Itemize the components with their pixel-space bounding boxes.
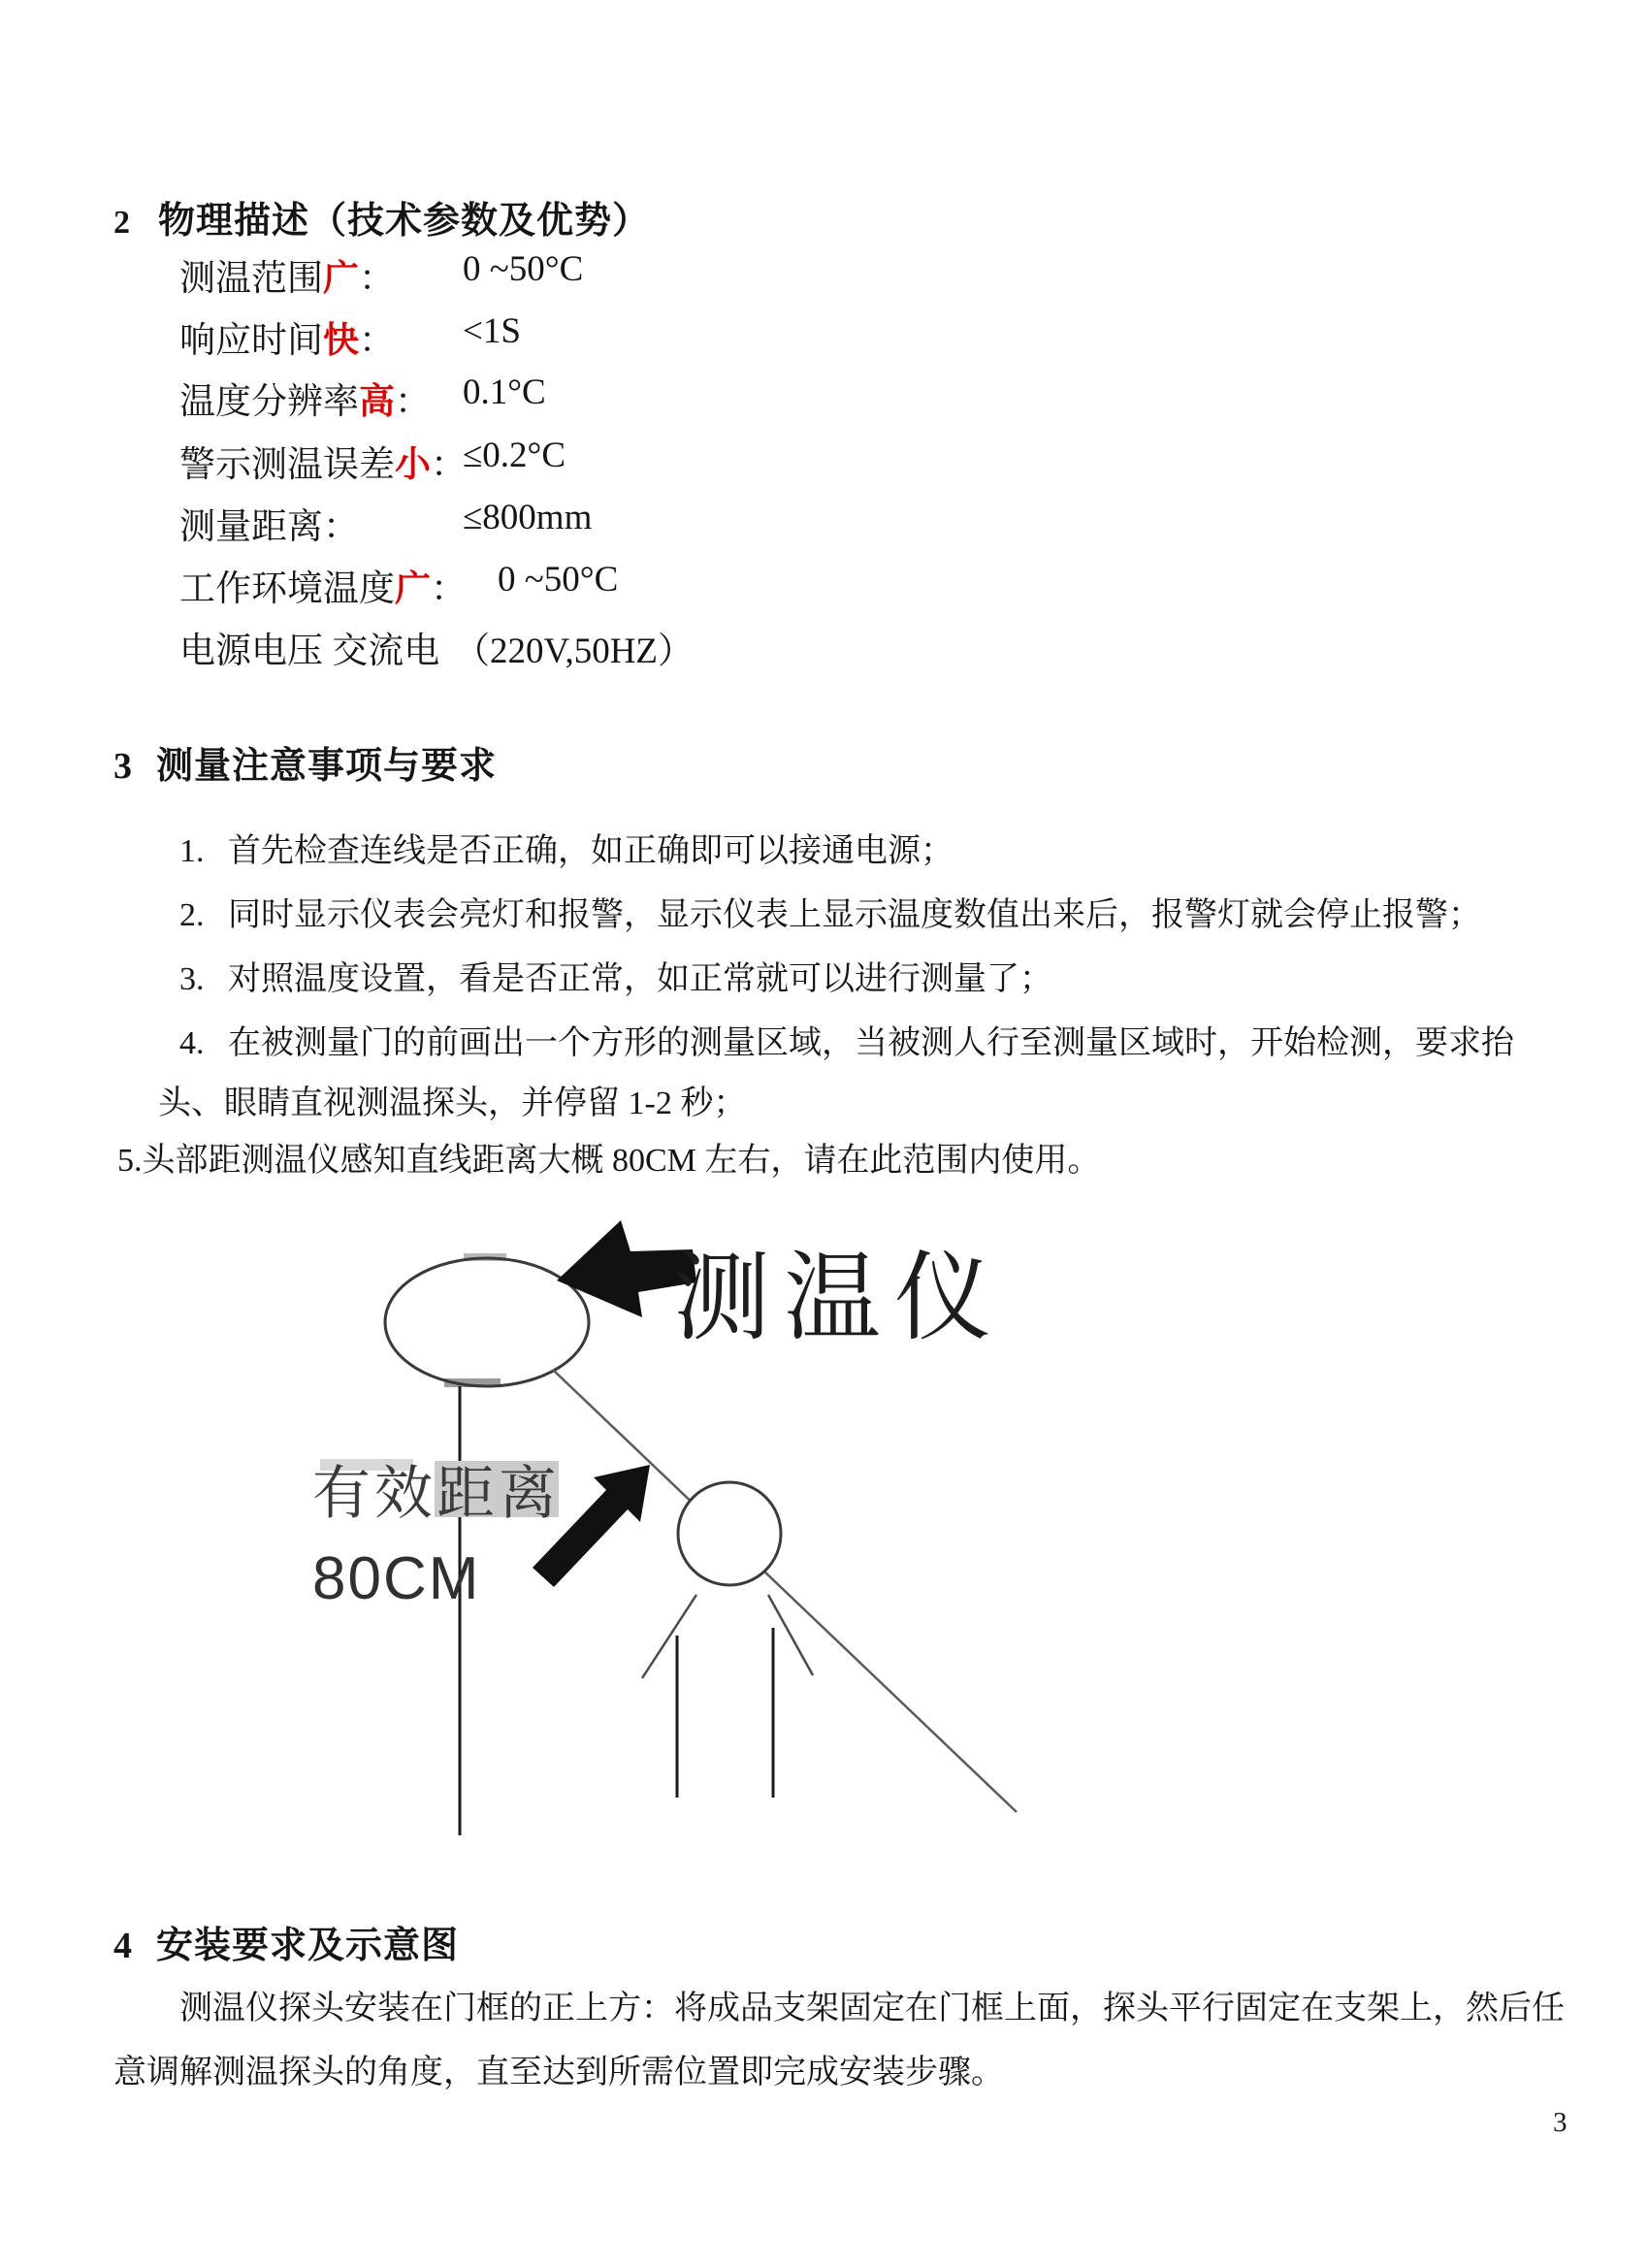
spec-value: （220V,50HZ）	[454, 632, 695, 671]
list-item-number: 2.	[179, 897, 205, 933]
list-item-continuation	[158, 1076, 746, 1123]
person-head-circle	[678, 1482, 781, 1585]
spec-label-text: 测温范围	[179, 259, 323, 299]
section3-title: 测量注意事项与要求	[156, 746, 498, 787]
list-item-text: 5.头部距测温仪感知直线距离大概 80CM 左右，请在此范围内使用。	[117, 1143, 1101, 1179]
list-item	[179, 1016, 1514, 1063]
sensing-beam-line	[553, 1370, 1017, 1812]
installation-diagram	[291, 1213, 1067, 1911]
spec-emphasis: 高	[359, 382, 395, 422]
list-item	[179, 952, 1052, 999]
spec-value: ≤0.2°C	[463, 436, 566, 475]
list-item-text: 头、眼睛直视测温探头，并停留 1-2 秒；	[158, 1085, 747, 1121]
spec-value: <1S	[463, 311, 521, 351]
section2-heading	[113, 190, 650, 243]
list-item	[179, 888, 1481, 935]
spec-row	[179, 559, 1499, 609]
spec-row	[179, 310, 1499, 361]
spec-row	[179, 497, 1499, 547]
spec-emphasis: 广	[395, 569, 431, 609]
section4-heading	[113, 1915, 459, 1968]
spec-label-text: 响应时间	[179, 321, 323, 361]
page-number: 3	[1553, 2107, 1568, 2138]
list-item-number: 1.	[179, 833, 205, 869]
list-item-text: 对照温度设置，看是否正常，如正常就可以进行测量了；	[228, 961, 1052, 997]
spec-label-text: 警示测温误差	[179, 445, 395, 485]
paragraph-text: 意调解测温探头的角度，直至达到所需位置即完成安装步骤。	[113, 2055, 1004, 2090]
list-item-number: 3.	[179, 961, 205, 997]
list-item-number: 4.	[179, 1025, 205, 1061]
spec-colon: ：	[323, 507, 359, 547]
spec-value: 0 ~50°C	[498, 560, 619, 599]
spec-label-text: 工作环境温度	[179, 569, 395, 609]
list-item-text: 同时显示仪表会亮灯和报警，显示仪表上显示温度数值出来后，报警灯就会停止报警；	[228, 897, 1481, 933]
spec-row	[179, 621, 1499, 671]
spec-value: 0 ~50°C	[463, 249, 584, 289]
person-arm-line	[768, 1595, 813, 1675]
section4-title: 安装要求及示意图	[156, 1926, 460, 1966]
device-label: 测温仪	[673, 1244, 1005, 1352]
distance-value-label: 80CM	[312, 1545, 481, 1612]
spec-row	[179, 372, 1499, 422]
spec-colon: ：	[395, 382, 431, 422]
person-arm-line	[642, 1595, 696, 1678]
section4-number: 4	[113, 1926, 133, 1966]
spec-label-text: 电源电压 交流电	[179, 632, 440, 671]
spec-row	[179, 435, 1499, 485]
spec-label-text: 测量距离	[179, 507, 323, 547]
sensor-ellipse	[385, 1258, 589, 1386]
spec-colon: ：	[359, 259, 395, 299]
spec-value: 0.1°C	[463, 373, 546, 412]
spec-colon: ：	[359, 321, 395, 361]
section3-number: 3	[113, 746, 133, 787]
paragraph-text: 测温仪探头安装在门框的正上方：将成品支架固定在门框上面，探头平行固定在支架上，然后任	[179, 1991, 1565, 2026]
section3-heading	[113, 735, 497, 789]
spec-colon: ：	[431, 569, 467, 609]
spec-emphasis: 广	[323, 259, 359, 299]
list-item	[117, 1133, 1100, 1181]
spec-label-text: 温度分辨率	[179, 382, 359, 422]
distance-label: 有效距离	[312, 1461, 561, 1526]
paragraph-line	[179, 1981, 1565, 2028]
list-item-text: 首先检查连线是否正确，如正确即可以接通电源；	[228, 833, 954, 869]
list-item	[179, 824, 954, 871]
spec-emphasis: 小	[395, 445, 431, 485]
spec-row	[179, 248, 1499, 299]
list-item-text: 在被测量门的前画出一个方形的测量区域，当被测人行至测量区域时，开始检测，要求抬	[228, 1025, 1514, 1061]
section2-title: 物理描述（技术参数及优势）	[158, 201, 651, 242]
spec-colon: ：	[431, 445, 467, 485]
paragraph-line	[113, 2045, 1004, 2092]
spec-emphasis: 快	[323, 321, 359, 361]
section2-number: 2	[113, 205, 131, 241]
spec-value: ≤800mm	[463, 498, 593, 537]
